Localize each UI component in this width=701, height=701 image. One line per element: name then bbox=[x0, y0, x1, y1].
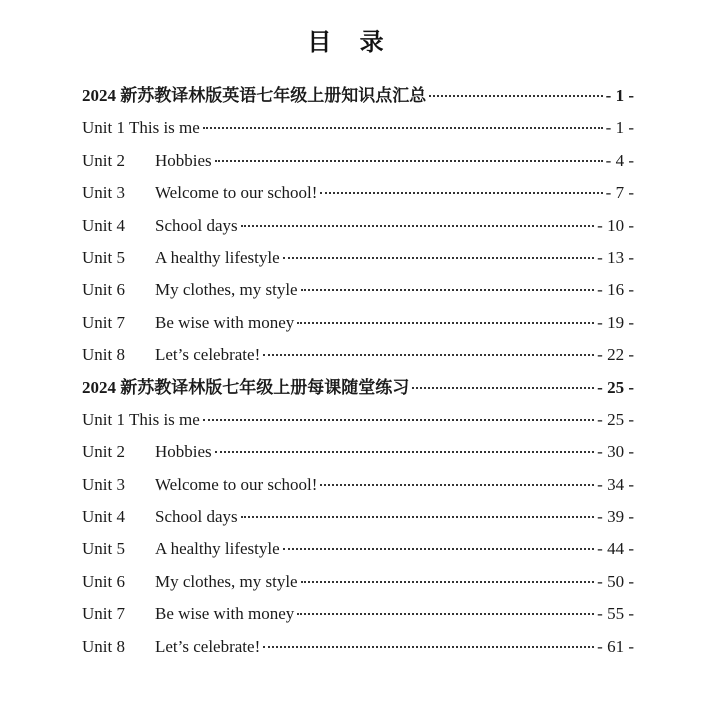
toc-unit-number: Unit 2 bbox=[82, 442, 125, 462]
toc-entry-label bbox=[82, 436, 212, 468]
toc-unit-title: School days bbox=[155, 507, 238, 527]
toc-page-number: - 25 - bbox=[597, 409, 634, 429]
toc-page-number: - 1 - bbox=[605, 86, 634, 105]
toc-entry[interactable] bbox=[82, 210, 634, 242]
toc-unit-title: Let’s celebrate! bbox=[155, 345, 261, 365]
table-of-contents bbox=[82, 80, 634, 663]
toc-unit-title: A healthy lifestyle bbox=[155, 539, 280, 559]
toc-page-number: - 22 - bbox=[597, 345, 634, 365]
toc-entry-label bbox=[82, 469, 317, 501]
toc-section-heading[interactable] bbox=[82, 80, 634, 112]
toc-entry-label bbox=[82, 631, 260, 663]
toc-unit-number: Unit 4 bbox=[82, 507, 125, 527]
toc-page-number: - 34 - bbox=[597, 474, 634, 494]
toc-page-number: - 1 - bbox=[605, 118, 634, 138]
toc-unit-title: School days bbox=[155, 215, 238, 235]
dot-leader bbox=[241, 225, 595, 227]
toc-entry-label bbox=[82, 307, 294, 339]
toc-entry[interactable] bbox=[82, 242, 634, 274]
toc-section-heading[interactable] bbox=[82, 372, 634, 404]
toc-entry-label bbox=[82, 177, 317, 209]
toc-entry-label bbox=[82, 112, 200, 144]
dot-leader bbox=[301, 581, 595, 583]
toc-entry[interactable] bbox=[82, 307, 634, 339]
toc-entry[interactable] bbox=[82, 598, 634, 630]
toc-unit-number: Unit 5 bbox=[82, 247, 125, 267]
toc-entry[interactable] bbox=[82, 112, 634, 144]
toc-unit-number: Unit 7 bbox=[82, 312, 125, 332]
dot-leader bbox=[215, 160, 603, 162]
toc-unit-title: Be wise with money bbox=[155, 604, 295, 624]
toc-entry-label bbox=[82, 242, 280, 274]
toc-page-number: - 44 - bbox=[597, 539, 634, 559]
toc-page-number: - 39 - bbox=[597, 507, 634, 527]
dot-leader bbox=[203, 127, 603, 129]
toc-page-number: - 50 - bbox=[597, 571, 634, 591]
dot-leader bbox=[283, 257, 595, 259]
toc-entry[interactable] bbox=[82, 339, 634, 371]
toc-unit-number: Unit 3 bbox=[82, 474, 125, 494]
toc-unit-number: Unit 6 bbox=[82, 280, 125, 300]
dot-leader bbox=[320, 484, 594, 486]
toc-page-number: - 19 - bbox=[597, 312, 634, 332]
dot-leader bbox=[429, 95, 602, 97]
toc-unit-title: My clothes, my style bbox=[155, 280, 298, 300]
toc-unit-title: Let’s celebrate! bbox=[155, 636, 261, 656]
toc-unit-title: Welcome to our school! bbox=[155, 474, 318, 494]
toc-entry[interactable] bbox=[82, 631, 634, 663]
dot-leader bbox=[263, 354, 594, 356]
toc-unit-number: Unit 7 bbox=[82, 604, 125, 624]
toc-unit-number: Unit 5 bbox=[82, 539, 125, 559]
toc-entry[interactable] bbox=[82, 533, 634, 565]
toc-unit-number: Unit 3 bbox=[82, 183, 125, 203]
dot-leader bbox=[297, 322, 594, 324]
toc-page-number: - 7 - bbox=[605, 183, 634, 203]
toc-entry-label bbox=[82, 145, 212, 177]
toc-entry-label bbox=[82, 598, 294, 630]
toc-unit-title: Be wise with money bbox=[155, 312, 295, 332]
toc-unit-title: Welcome to our school! bbox=[155, 183, 318, 203]
toc-page-number: - 30 - bbox=[597, 442, 634, 462]
toc-unit-number: Unit 4 bbox=[82, 215, 125, 235]
toc-entry-label bbox=[82, 501, 238, 533]
dot-leader bbox=[283, 548, 595, 550]
dot-leader bbox=[263, 646, 594, 648]
toc-entry-label bbox=[82, 533, 280, 565]
toc-entry-label bbox=[82, 210, 238, 242]
toc-entry-label bbox=[82, 274, 298, 306]
toc-section-label: 2024 新苏教译林版七年级上册每课随堂练习 bbox=[82, 377, 410, 397]
toc-entry[interactable] bbox=[82, 501, 634, 533]
toc-unit-title: Hobbies bbox=[155, 150, 212, 170]
dot-leader bbox=[297, 613, 594, 615]
toc-entry[interactable] bbox=[82, 177, 634, 209]
dot-leader bbox=[320, 192, 602, 194]
toc-entry[interactable] bbox=[82, 436, 634, 468]
toc-page-number: - 4 - bbox=[605, 150, 634, 170]
toc-page-number: - 25 - bbox=[597, 377, 634, 397]
toc-unit-title: This is me bbox=[128, 118, 200, 138]
dot-leader bbox=[412, 387, 594, 389]
toc-entry-label bbox=[82, 404, 200, 436]
toc-entry[interactable] bbox=[82, 404, 634, 436]
toc-unit-number: Unit 8 bbox=[82, 345, 125, 365]
toc-entry[interactable] bbox=[82, 469, 634, 501]
toc-entry[interactable] bbox=[82, 566, 634, 598]
toc-page-number: - 55 - bbox=[597, 604, 634, 624]
toc-unit-title: A healthy lifestyle bbox=[155, 247, 280, 267]
toc-unit-title: This is me bbox=[128, 409, 200, 429]
toc-entry-label bbox=[82, 566, 298, 598]
dot-leader bbox=[241, 516, 595, 518]
dot-leader bbox=[301, 289, 595, 291]
dot-leader bbox=[215, 451, 595, 453]
toc-unit-title: My clothes, my style bbox=[155, 571, 298, 591]
toc-unit-number: Unit 2 bbox=[82, 150, 125, 170]
toc-page-number: - 13 - bbox=[597, 247, 634, 267]
toc-entry[interactable] bbox=[82, 145, 634, 177]
toc-entry[interactable] bbox=[82, 274, 634, 306]
toc-entry-label bbox=[82, 339, 260, 371]
page-title: 目 录 bbox=[307, 27, 394, 56]
toc-unit-number: Unit 1 bbox=[82, 409, 125, 429]
toc-page-number: - 10 - bbox=[597, 215, 634, 235]
toc-unit-title: Hobbies bbox=[155, 442, 212, 462]
toc-page-number: - 16 - bbox=[597, 280, 634, 300]
dot-leader bbox=[203, 419, 594, 421]
toc-unit-number: Unit 6 bbox=[82, 571, 125, 591]
toc-page-number: - 61 - bbox=[597, 636, 634, 656]
toc-unit-number: Unit 1 bbox=[82, 118, 125, 138]
toc-section-label: 2024 新苏教译林版英语七年级上册知识点汇总 bbox=[82, 86, 427, 105]
toc-unit-number: Unit 8 bbox=[82, 636, 125, 656]
